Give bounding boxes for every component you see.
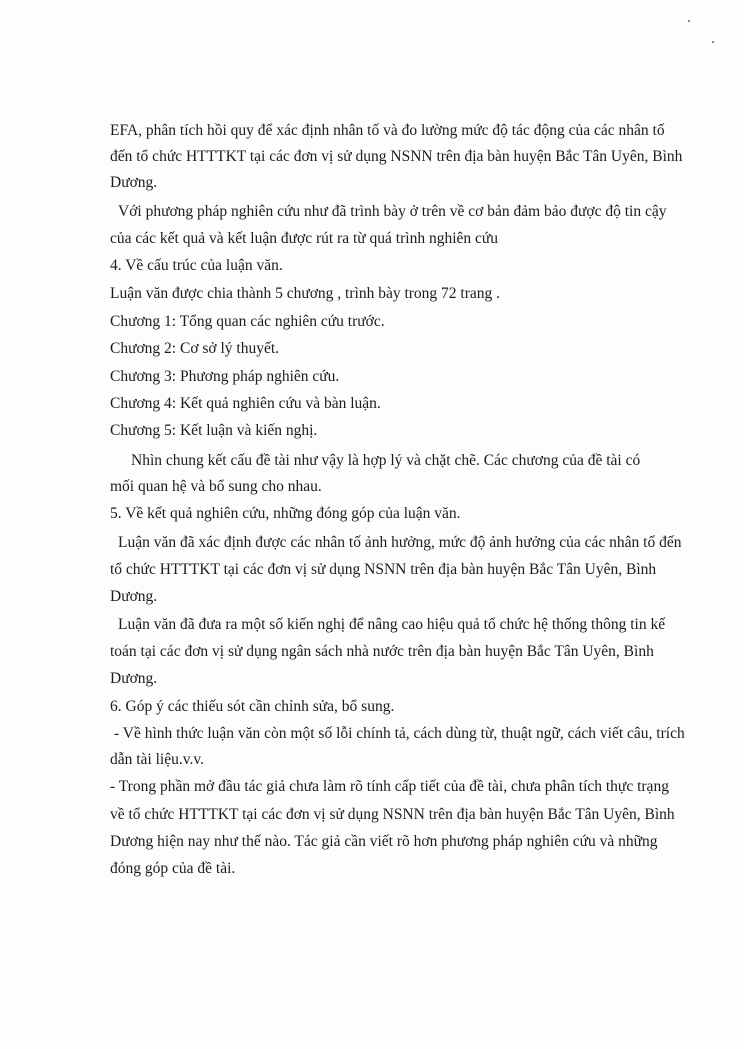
text-line: dẫn tài liệu.v.v. <box>110 751 204 768</box>
text-line: Nhìn chung kết cấu đề tài như vậy là hợp lý và chặt chẽ. Các chương của đề tài có <box>131 452 641 469</box>
text-line: - Trong phần mở đầu tác giả chưa làm rõ tính cấp tiết của đề tài, chưa phân tích thực trạng <box>110 778 669 795</box>
text-line: đến tổ chức HTTTKT tại các đơn vị sử dụng NSNN trên địa bàn huyện Bắc Tân Uyên, Bình <box>110 148 683 165</box>
scan-speck <box>688 20 690 22</box>
chapter-line: Chương 1: Tổng quan các nghiên cứu trước. <box>110 313 385 330</box>
text-line: Dương. <box>110 670 158 687</box>
chapter-line: Chương 3: Phương pháp nghiên cứu. <box>110 368 340 385</box>
text-line: đóng góp của đề tài. <box>110 860 236 877</box>
text-line: - Về hình thức luận văn còn một số lỗi chính tả, cách dùng từ, thuật ngữ, cách viết câu, trích <box>114 725 685 742</box>
text-line: Luận văn đã xác định được các nhân tố ảnh hưởng, mức độ ảnh hưởng của các nhân tố đến <box>118 534 682 551</box>
scan-speck <box>712 41 714 43</box>
text-line: Luận văn được chia thành 5 chương , trình bày trong 72 trang . <box>110 285 501 302</box>
text-line: EFA, phân tích hồi quy để xác định nhân tố và đo lường mức độ tác động của các nhân tố <box>110 122 665 139</box>
text-line: Dương hiện nay như thế nào. Tác giả cần viết rõ hơn phương pháp nghiên cứu và những <box>110 833 658 850</box>
text-line: về tổ chức HTTTKT tại các đơn vị sử dụng NSNN trên địa bàn huyện Bắc Tân Uyên, Bình <box>110 806 675 823</box>
chapter-line: Chương 5: Kết luận và kiến nghị. <box>110 422 318 439</box>
section-heading: 4. Về cấu trúc của luận văn. <box>110 257 283 274</box>
text-line: của các kết quả và kết luận được rút ra từ quá trình nghiên cứu <box>110 230 499 247</box>
text-line: Dương. <box>110 174 158 191</box>
text-line: toán tại các đơn vị sử dụng ngân sách nhà nước trên địa bàn huyện Bắc Tân Uyên, Bình <box>110 643 654 660</box>
text-line: Với phương pháp nghiên cứu như đã trình bày ở trên về cơ bản đảm bảo được độ tin cậy <box>118 203 667 220</box>
section-heading: 5. Về kết quả nghiên cứu, những đóng góp của luận văn. <box>110 505 461 522</box>
text-line: mối quan hệ và bổ sung cho nhau. <box>110 478 322 495</box>
section-heading: 6. Góp ý các thiếu sót cần chỉnh sửa, bổ sung. <box>110 698 395 715</box>
text-line: Luận văn đã đưa ra một số kiến nghị để nâng cao hiệu quả tổ chức hệ thống thông tin kế <box>118 616 666 633</box>
text-line: Dương. <box>110 588 158 605</box>
chapter-line: Chương 4: Kết quả nghiên cứu và bàn luận. <box>110 395 381 412</box>
text-line: tổ chức HTTTKT tại các đơn vị sử dụng NSNN trên địa bàn huyện Bắc Tân Uyên, Bình <box>110 561 657 578</box>
chapter-line: Chương 2: Cơ sở lý thuyết. <box>110 340 280 357</box>
